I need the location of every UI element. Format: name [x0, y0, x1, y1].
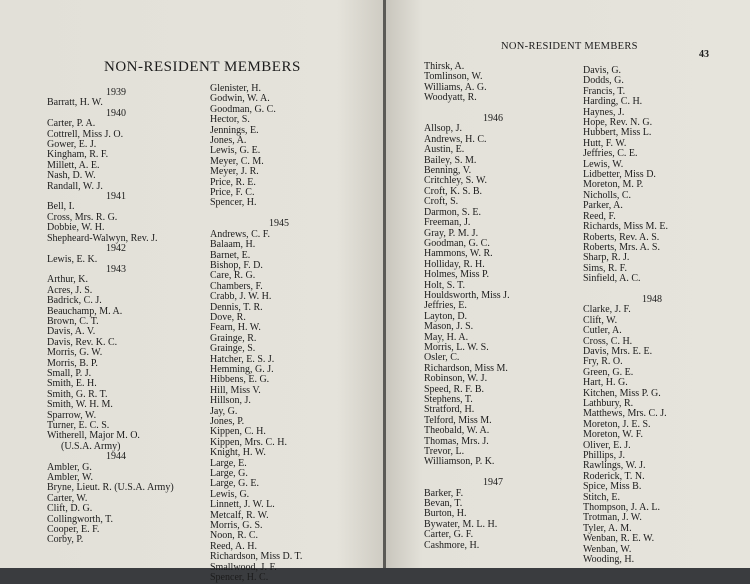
year-heading: 1941 [106, 191, 126, 203]
member-name: Large, E. [210, 457, 247, 469]
member-column [583, 66, 721, 566]
member-name: Hubbert, Miss L. [583, 127, 652, 139]
member-name: Nicholls, C. [583, 189, 632, 201]
member-name: Trotman, J. W. [583, 512, 642, 524]
member-name: Hill, Miss V. [210, 384, 261, 396]
member-name: Lidbetter, Miss D. [583, 169, 656, 181]
member-name: Hibbens, E. G. [210, 374, 270, 386]
member-name: Kippen, C. H. [210, 426, 266, 438]
member-name: Richardson, Miss D. T. [210, 551, 303, 563]
member-name: Holmes, Miss P. [424, 269, 490, 281]
member-name: Collingworth, T. [47, 513, 114, 525]
member-name: Osler, C. [424, 352, 460, 364]
member-name: Davis, A. V. [47, 326, 96, 338]
right-page [386, 0, 750, 568]
member-name: Fry, R. O. [583, 356, 623, 368]
member-name: Croft, K. S. B. [424, 185, 483, 197]
member-name: Woodyatt, R. [424, 92, 477, 104]
member-name: Morris, G. S. [210, 520, 263, 532]
member-name: Spencer, H. C. [210, 572, 269, 584]
member-name: Reed, A. H. [210, 540, 257, 552]
member-column [424, 62, 562, 551]
member-name: Mason, J. S. [424, 321, 474, 333]
member-name: Roderick, T. N. [583, 470, 645, 482]
member-name: Badrick, C. J. [47, 295, 102, 307]
member-name: Andrews, H. C. [424, 133, 487, 145]
member-name: Cutler, A. [583, 325, 622, 337]
member-name: Randall, W. J. [47, 180, 103, 192]
member-name: Jones, A. [210, 135, 247, 147]
member-name: Clarke, J. F. [583, 304, 631, 316]
member-name: Beauchamp, M. A. [47, 305, 123, 317]
member-name: Sparrow, W. [47, 409, 97, 421]
member-name: Hemming, G. J. [210, 363, 274, 375]
member-name: Sims, R. F. [583, 262, 627, 274]
member-name: Lewis, W. [583, 158, 624, 170]
member-name: Jennings, E. [210, 124, 259, 136]
member-name: Goodman, G. C. [210, 103, 276, 115]
page-number: 43 [699, 49, 709, 60]
member-name: Hillson, J. [210, 395, 251, 407]
member-name: Care, R. G. [210, 270, 256, 282]
year-heading: 1948 [642, 293, 662, 305]
member-name: Phillips, J. [583, 450, 625, 462]
member-name: Glenister, H. [210, 83, 261, 94]
member-name: Bywater, M. L. H. [424, 518, 498, 530]
member-name: Knight, H. W. [210, 447, 266, 459]
member-name: Matthews, Mrs. C. J. [583, 408, 667, 420]
member-column [47, 88, 185, 546]
member-name: Wenban, W. [583, 543, 632, 555]
year-heading: 1940 [106, 107, 126, 119]
member-name: Bevan, T. [424, 498, 463, 510]
member-name: Grainge, S. [210, 343, 256, 355]
member-name: Cross, C. H. [583, 335, 633, 347]
member-name: Clift, W. [583, 314, 618, 326]
member-name: Smith, W. H. M. [47, 399, 113, 411]
member-name: Andrews, C. F. [210, 228, 271, 240]
member-name: Williamson, P. K. [424, 456, 495, 468]
member-name: Speed, R. F. B. [424, 383, 485, 395]
member-name: Goodman, G. C. [424, 237, 490, 249]
member-name: Jeffries, C. E. [583, 148, 638, 160]
member-name: Brown, C. T. [47, 315, 99, 327]
member-name: Kitchen, Miss P. G. [583, 387, 661, 399]
member-name: Hutt, F. W. [583, 137, 627, 149]
year-heading: 1944 [106, 451, 126, 463]
member-name: Barnet, E. [210, 249, 251, 261]
member-name: Noon, R. C. [210, 530, 259, 542]
member-name: Acres, J. S. [47, 284, 93, 296]
member-name: Moreton, M. P. [583, 179, 644, 191]
member-name: Stephens, T. [424, 394, 473, 405]
member-name: Metcalf, R. W. [210, 509, 269, 521]
member-name: Hope, Rev. N. G. [583, 117, 653, 129]
year-heading: 1947 [483, 477, 503, 489]
member-name: Burton, H. [424, 508, 467, 520]
year-heading: 1946 [483, 113, 503, 125]
member-name: Morris, L. W. S. [424, 341, 489, 353]
member-name: Dove, R. [210, 311, 246, 323]
member-name: Turner, E. C. S. [47, 420, 110, 431]
member-name: Hammons, W. R. [424, 248, 493, 260]
member-name: Large, G. [210, 468, 248, 480]
member-name: Stratford, H. [424, 404, 475, 416]
member-name: Witherell, Major M. O. [47, 430, 140, 442]
member-name: Gray, P. M. J. [424, 227, 479, 239]
member-name: Jay, G. [210, 405, 238, 417]
member-name: Thompson, J. A. L. [583, 502, 660, 514]
member-name: Cooper, E. F. [47, 524, 100, 536]
member-name: Carter, W. [47, 492, 88, 504]
member-name: Houldsworth, Miss J. [424, 289, 510, 301]
member-name: Carter, G. F. [424, 529, 474, 541]
member-name: Shepheard-Walwyn, Rev. J. [47, 232, 158, 244]
member-name: Reed, F. [583, 210, 616, 222]
member-name: May, H. A. [424, 331, 469, 343]
member-name: Wenban, R. E. W. [583, 533, 655, 545]
member-name: Haynes, J. [583, 106, 625, 118]
member-name: Bryne, Lieut. R. (U.S.A. Army) [47, 482, 174, 494]
member-name: Ambler, G. [47, 461, 92, 473]
member-name: Smith, G. R. T. [47, 388, 108, 400]
member-name: Cross, Mrs. R. G. [47, 211, 118, 223]
member-name: Holliday, R. H. [424, 258, 485, 270]
member-name: Richards, Miss M. E. [583, 221, 668, 233]
member-name: Rawlings, W. J. [583, 460, 646, 472]
member-name: Lewis, G. E. [210, 145, 261, 157]
member-note: (U.S.A. Army) [61, 440, 121, 452]
member-name: Trevor, L. [424, 446, 465, 458]
member-name: Bailey, S. M. [424, 154, 477, 166]
member-name: Francis, T. [583, 85, 626, 97]
member-name: Critchley, S. W. [424, 175, 487, 187]
member-name: Smith, E. H. [47, 378, 97, 390]
page-title: NON-RESIDENT MEMBERS [104, 59, 301, 75]
member-name: Theobald, W. A. [424, 425, 490, 437]
member-name: Small, P. J. [47, 367, 92, 379]
member-name: Chambers, F. [210, 280, 263, 292]
member-name: Price, R. E. [210, 176, 256, 188]
member-name: Roberts, Rev. A. S. [583, 231, 660, 243]
member-name: Allsop, J. [424, 123, 463, 135]
member-name: Davis, Rev. K. C. [47, 336, 118, 348]
member-name: Robinson, W. J. [424, 373, 488, 385]
member-name: Telford, Miss M. [424, 414, 492, 426]
member-name: Austin, E. [424, 144, 465, 156]
member-name: Lewis, E. K. [47, 253, 98, 265]
member-name: Price, F. C. [210, 187, 255, 199]
member-name: Kippen, Mrs. C. H. [210, 436, 287, 448]
member-name: Tyler, A. M. [583, 522, 632, 534]
member-name: Williams, A. G. [424, 81, 487, 93]
member-name: Thirsk, A. [424, 61, 465, 72]
member-name: Roberts, Mrs. A. S. [583, 241, 660, 253]
member-name: Balaam, H. [210, 239, 256, 251]
member-name: Arthur, K. [47, 274, 88, 286]
member-name: Dodds, G. [583, 75, 624, 87]
member-name: Spencer, H. [210, 197, 257, 209]
year-heading: 1943 [106, 263, 126, 275]
member-name: Parker, A. [583, 200, 623, 212]
member-name: Crabb, J. W. H. [210, 291, 272, 303]
member-name: Wooding, H. [583, 554, 635, 566]
member-name: Barker, F. [424, 487, 464, 499]
member-name: Clift, D. G. [47, 503, 93, 515]
member-name: Dobbie, W. H. [47, 222, 105, 234]
member-name: Benning, V. [424, 165, 472, 177]
member-name: Smallwood, J. F. [210, 561, 277, 573]
member-name: Richardson, Miss M. [424, 362, 508, 374]
member-name: Godwin, W. A. [210, 93, 270, 105]
member-name: Bell, I. [47, 201, 75, 213]
member-name: Darmon, S. E. [424, 206, 481, 218]
member-name: Millett, A. E. [47, 159, 100, 171]
member-name: Lathbury, R. [583, 398, 634, 409]
member-name: Grainge, R. [210, 332, 257, 344]
member-name: Layton, D. [424, 310, 468, 322]
member-name: Harding, C. H. [583, 96, 643, 108]
member-name: Hart, H. G. [583, 377, 628, 389]
member-name: Croft, S. [424, 196, 459, 208]
year-heading: 1939 [106, 87, 126, 98]
member-name: Moreton, W. F. [583, 429, 644, 441]
member-name: Davis, Mrs. E. E. [583, 345, 653, 357]
member-name: Jones, P. [210, 416, 245, 427]
member-name: Jeffries, E. [424, 300, 467, 312]
member-name: Oliver, E. J. [583, 439, 631, 451]
member-name: Meyer, C. M. [210, 155, 264, 167]
member-name: Large, G. E. [210, 478, 259, 490]
member-name: Morris, B. P. [47, 357, 98, 369]
member-name: Morris, G. W. [47, 347, 103, 359]
member-name: Kingham, R. F. [47, 149, 109, 161]
member-name: Bishop, F. D. [210, 259, 263, 271]
member-name: Cottrell, Miss J. O. [47, 128, 124, 140]
member-name: Stitch, E. [583, 491, 620, 503]
member-name: Corby, P. [47, 534, 84, 546]
member-name: Gower, E. J. [47, 139, 97, 151]
member-name: Spice, Miss B. [583, 481, 642, 493]
member-name: Davis, G. [583, 65, 622, 76]
member-name: Sharp, R. J. [583, 252, 630, 264]
member-name: Sinfield, A. C. [583, 273, 641, 285]
member-name: Carter, P. A. [47, 118, 96, 130]
member-name: Moreton, J. E. S. [583, 418, 651, 430]
member-name: Dennis, T. R. [210, 301, 263, 313]
member-name: Nash, D. W. [47, 170, 96, 182]
member-name: Fearn, H. W. [210, 322, 261, 334]
member-name: Tomlinson, W. [424, 71, 483, 83]
member-name: Lewis, G. [210, 488, 250, 500]
year-heading: 1942 [106, 243, 126, 255]
member-name: Hatcher, E. S. J. [210, 353, 275, 365]
member-name: Meyer, J. R. [210, 166, 259, 178]
member-name: Freeman, J. [424, 217, 471, 229]
member-name: Thomas, Mrs. J. [424, 435, 489, 447]
member-name: Ambler, W. [47, 472, 93, 484]
member-name: Holt, S. T. [424, 279, 466, 291]
member-name: Cashmore, H. [424, 539, 480, 551]
member-column [210, 84, 348, 584]
member-name: Linnett, J. W. L. [210, 499, 275, 511]
member-name: Barratt, H. W. [47, 97, 103, 109]
member-name: Hector, S. [210, 114, 250, 126]
year-heading: 1945 [269, 218, 289, 230]
member-name: Green, G. E. [583, 366, 634, 378]
running-head: NON-RESIDENT MEMBERS [501, 41, 638, 52]
